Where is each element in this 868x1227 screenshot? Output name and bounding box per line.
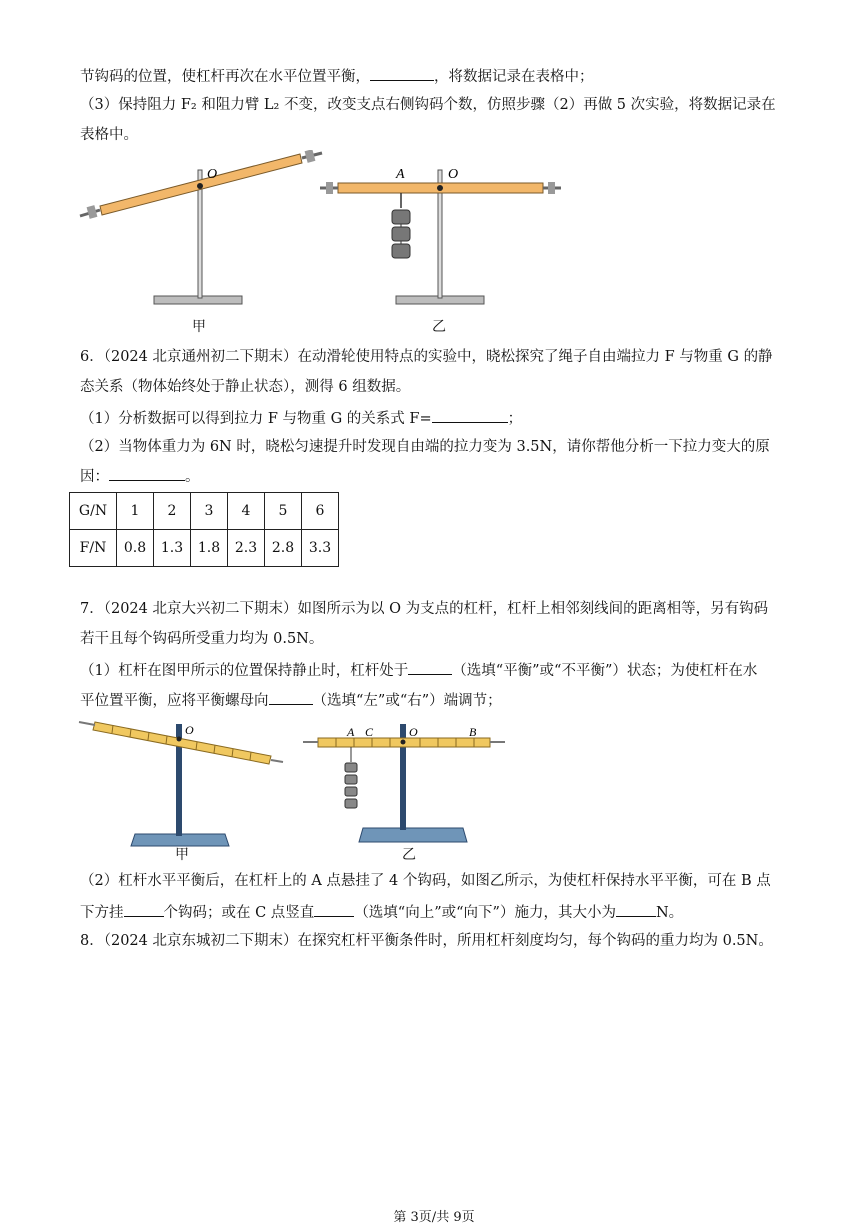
stand-base-yi — [359, 828, 467, 842]
q7-c1: （1）杠杆在图甲所示的位置保持静止时，杠杆处于 — [80, 663, 409, 679]
q7-line-a: 7．（2024 北京大兴初二下期末）如图所示为以 O 为支点的杠杆，杠杆上相邻刻线间的距离相等，另有钩码 — [80, 601, 769, 617]
table-header-g: G/N — [70, 493, 117, 530]
answer-blank — [269, 688, 313, 705]
caption-jia-1: 甲 — [192, 319, 206, 335]
label-O-yi: O — [409, 725, 418, 739]
label-B-yi: B — [469, 725, 477, 739]
caption-yi-2: 乙 — [402, 847, 416, 863]
text-line-3: 表格中。 — [80, 127, 138, 143]
text-line-2: （3）保持阻力 F₂ 和阻力臂 L₂ 不变，改变支点右侧钩码个数，仿照步骤（2）再做 5 次实验，将数据记录在 — [80, 97, 776, 113]
q7-line-f — [80, 900, 683, 924]
table-cell: 2.8 — [265, 530, 302, 567]
table-cell: 3 — [191, 493, 228, 530]
q7-f1: 下方挂 — [80, 905, 124, 921]
text-l1: 节钩码的位置，使杠杆再次在水平位置平衡， — [80, 69, 370, 85]
text-line-1 — [80, 64, 594, 88]
label-O-right: O — [448, 167, 459, 182]
q7-f2: 个钩码；或在 C 点竖直 — [163, 905, 315, 921]
table-cell: 3.3 — [302, 530, 339, 567]
table-cell: 1.3 — [154, 530, 191, 567]
label-A: A — [396, 167, 405, 182]
table-header-f: F/N — [70, 530, 117, 567]
q6-line-e — [80, 464, 200, 488]
table-cell: 1.8 — [191, 530, 228, 567]
q7-line-c — [80, 658, 757, 682]
q6-e-end: 。 — [185, 469, 200, 485]
lever-horizontal-yi — [303, 738, 505, 747]
q7-c2: （选填“平衡”或“不平衡”）状态；为使杠杆在水 — [452, 663, 758, 679]
q7-d2: （选填“左”或“右”）端调节； — [312, 693, 502, 709]
answer-blank — [109, 464, 185, 481]
q7-f3: （选填“向上”或“向下”）施力，其大小为 — [354, 905, 616, 921]
table-cell: 6 — [302, 493, 339, 530]
answer-blank — [314, 900, 354, 917]
caption-jia-2: 甲 — [175, 847, 189, 863]
q6-line-d: （2）当物体重力为 6N 时，晓松匀速提升时发现自由端的拉力变为 3.5N，请你帮他分析一下拉力变大的原 — [80, 439, 770, 455]
q6-c-text: （1）分析数据可以得到拉力 F 与物重 G 的关系式 F= — [80, 411, 432, 427]
table-cell: 4 — [228, 493, 265, 530]
q6-line-c — [80, 406, 522, 430]
q7-line-b: 若干且每个钩码所受重力均为 0.5N。 — [80, 631, 324, 647]
label-A-yi: A — [347, 725, 355, 739]
answer-blank — [432, 406, 508, 423]
q7-f4: N。 — [655, 905, 684, 921]
page-footer: 第 3页/共 9页 — [393, 1210, 475, 1225]
figure-lever-1 — [70, 150, 570, 340]
label-O-jia: O — [185, 723, 194, 737]
answer-blank — [408, 658, 452, 675]
table-cell: 2 — [154, 493, 191, 530]
label-C-yi: C — [365, 725, 374, 739]
hooked-weights-yi — [345, 747, 357, 808]
figure-lever-2 — [75, 712, 515, 867]
q7-d1: 平位置平衡，应将平衡螺母向 — [80, 693, 269, 709]
answer-blank — [616, 900, 656, 917]
table-cell: 2.3 — [228, 530, 265, 567]
table-row — [70, 493, 339, 530]
label-O-left: O — [207, 167, 218, 182]
q7-line-e: （2）杠杆水平平衡后，在杠杆上的 A 点悬挂了 4 个钩码，如图乙所示，为使杠杆保持水平平衡，可在 B 点 — [80, 873, 771, 889]
text-l1b: ，将数据记录在表格中； — [434, 69, 594, 85]
lever-horizontal-right — [320, 182, 561, 194]
answer-blank — [370, 64, 434, 81]
q6-line-b: 态关系（物体始终处于静止状态），测得 6 组数据。 — [80, 379, 411, 395]
answer-blank — [124, 900, 164, 917]
table-cell: 1 — [117, 493, 154, 530]
data-table — [69, 492, 339, 567]
caption-yi-1: 乙 — [432, 319, 446, 335]
table-cell: 5 — [265, 493, 302, 530]
q6-line-a: 6．（2024 北京通州初二下期末）在动滑轮使用特点的实验中，晓松探究了绳子自由端拉力 F 与物重 G 的静 — [80, 349, 773, 365]
table-cell: 0.8 — [117, 530, 154, 567]
q8-line: 8．（2024 北京东城初二下期末）在探究杠杆平衡条件时，所用杠杆刻度均匀，每个钩码的重力均为 0.5N。 — [80, 933, 773, 949]
table-row — [70, 530, 339, 567]
q7-line-d — [80, 688, 502, 712]
q6-e-text: 因： — [80, 469, 109, 485]
q6-c-end: ； — [507, 411, 523, 427]
hooked-weights — [392, 193, 410, 258]
